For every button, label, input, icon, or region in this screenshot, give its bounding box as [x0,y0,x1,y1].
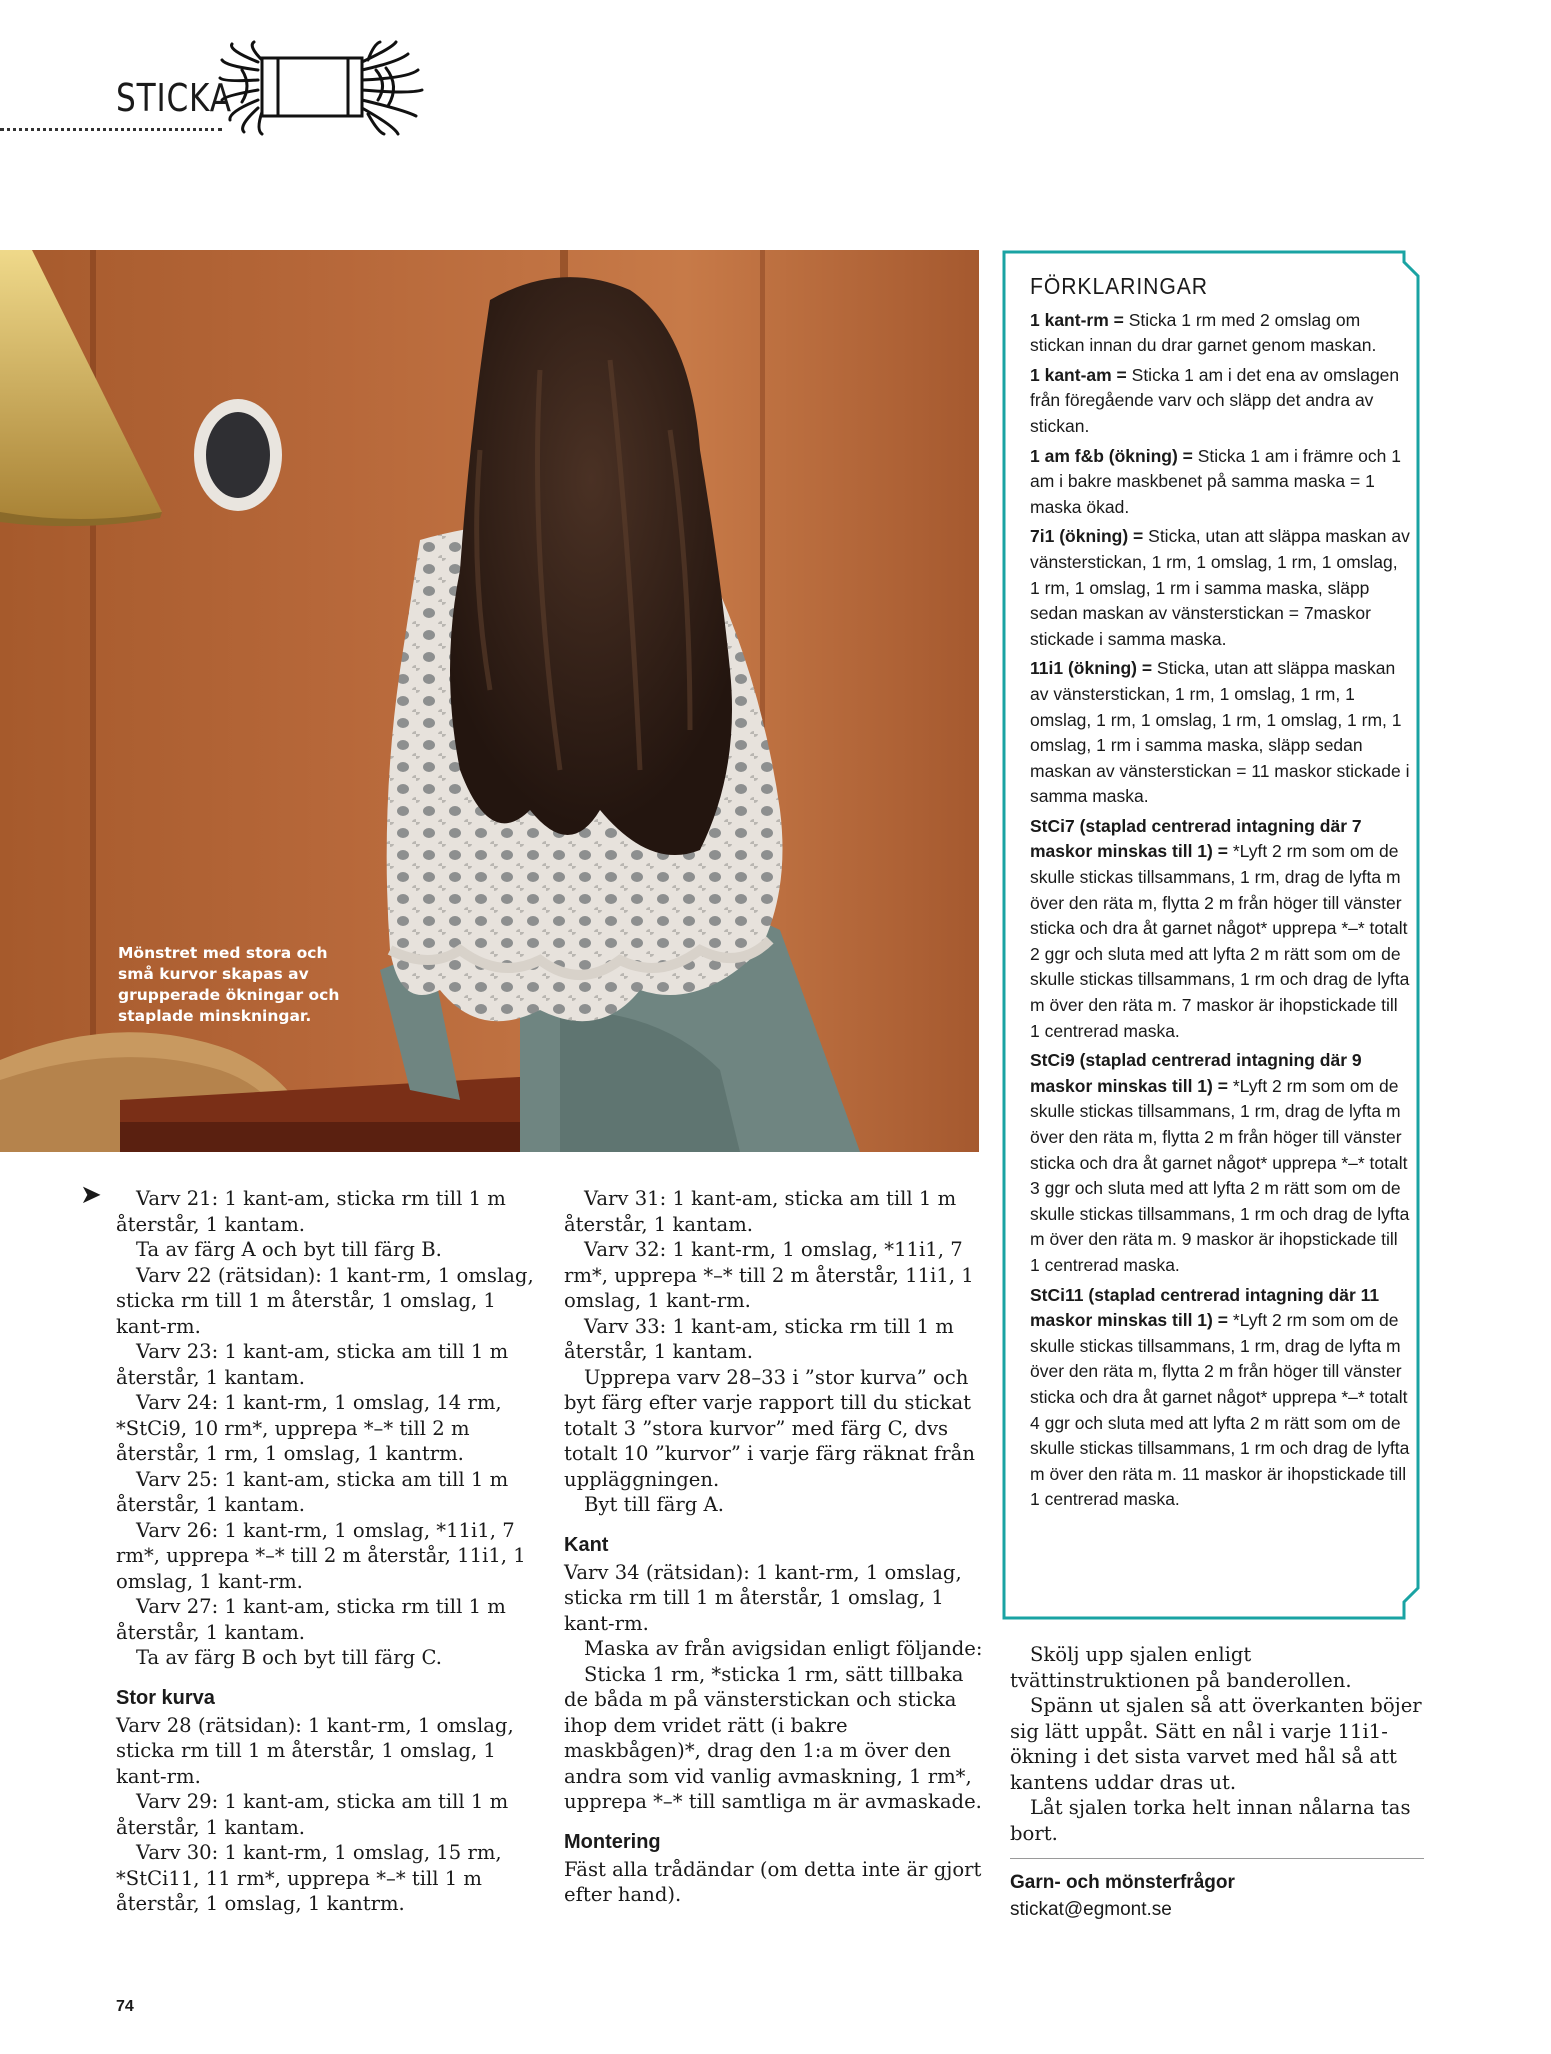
instruction: Fäst alla trådändar (om detta inte är gjort efter hand). [564,1857,982,1906]
instruction: Ta av färg B och byt till färg C. [136,1646,442,1669]
heading-stor-kurva: Stor kurva [116,1686,215,1709]
yarn-skein-icon [218,40,458,136]
instruction: Sticka 1 rm, *sticka 1 rm, sätt tillbaka de båda m på vänsterstickan och sticka ihop dem vridet rätt (i bakre maskbågen)*, drag den 1:a m över den andra som vid vanlig avmaskning, 1 rm*, upprepa *–* till samtliga m är avmaskade. [564,1662,982,1813]
page-number: 74 [116,1998,134,2015]
instruction: Varv 28 (rätsidan): 1 kant-rm, 1 omslag, sticka rm till 1 m återstår, 1 omslag, 1 kant-rm. [116,1713,514,1788]
def-item: 11i1 (ökning) = Sticka, utan att släppa maskan av vänsterstickan, 1 rm, 1 omslag, 1 rm, 1 omslag, 1 rm, 1 omslag, 1 rm, 1 omslag, 1 rm, 1 omslag, 1 rm i samma maska, släpp sedan maskan av vänsterstickan = 11 maskor stickade i samma maska. [1030,658,1410,807]
instruction: Varv 24: 1 kant-rm, 1 omslag, 14 rm, *StCi9, 10 rm*, upprepa *–* till 2 m återstår, 1 rm, 1 omslag, 1 kantrm. [116,1391,502,1465]
instruction: Maska av från avigsidan enligt följande: [584,1637,983,1660]
explanations-box [1030,274,1410,1517]
def-item: StCi7 (staplad centrerad intagning där 7 maskor minskas till 1) = *Lyft 2 rm som om de skulle stickas tillsammans, 1 rm, drag de lyfta m över den räta m, flytta 2 m från höger till vänster sticka och dra åt garnet något* upprepa *–* totalt 2 ggr och sluta med att lyfta 2 m rätt som om de skulle stickas tillsammans, 1 rm och drag de lyfta m över den räta m. 7 maskor är ihopstickade till 1 centrerad maska. [1030,815,1410,1041]
instruction: Varv 25: 1 kant-am, sticka am till 1 m återstår, 1 kantam. [116,1467,509,1516]
instruction: Varv 32: 1 kant-rm, 1 omslag, *11i1, 7 rm*, upprepa *–* till 2 m återstår, 11i1, 1 omslag, 1 kant-rm. [564,1238,974,1312]
instruction: Ta av färg A och byt till färg B. [136,1238,442,1261]
continue-arrow-icon: ➤ [80,1180,102,1210]
contact-block [1010,1869,1235,1923]
def-item: 7i1 (ökning) = Sticka, utan att släppa maskan av vänsterstickan, 1 rm, 1 omslag, 1 rm, 1 omslag, 1 rm, 1 omslag, 1 rm i samma maska, släpp sedan maskan av vänsterstickan = 7maskor stickade i samma maska. [1030,526,1410,649]
header-rule [0,128,222,131]
def-item: StCi9 (staplad centrerad intagning där 9 maskor minskas till 1) = *Lyft 2 rm som om de skulle stickas tillsammans, 1 rm, drag de lyfta m över den räta m, flytta 2 m från höger till vänster sticka och dra åt garnet något* upprepa *–* totalt 3 ggr och sluta med att lyfta 2 m rätt som om de skulle stickas tillsammans, 1 rm och drag de lyfta m över den räta m. 9 maskor är ihopstickade till 1 centrerad maska. [1030,1050,1410,1275]
instruction: Varv 29: 1 kant-am, sticka am till 1 m återstår, 1 kantam. [116,1790,509,1839]
instruction: Varv 34 (rätsidan): 1 kant-rm, 1 omslag, sticka rm till 1 m återstår, 1 omslag, 1 kant-rm. [564,1560,962,1635]
def-item: 1 am f&b (ökning) = Sticka 1 am i främre och 1 am i bakre maskbenet på samma maska = 1 maska ökad. [1030,445,1401,517]
def-item: 1 kant-am = Sticka 1 am i det ena av omslagen från föregående varv och släpp det andra av stickan. [1030,364,1400,436]
def-item: 1 kant-rm = Sticka 1 rm med 2 omslag om stickan innan du drar garnet genom maskan. [1030,309,1377,356]
photo-caption: Mönstret med stora och små kurvor skapas av grupperade ökningar och staplade minskningar. [118,944,340,1025]
instruction: Varv 33: 1 kant-am, sticka rm till 1 m återstår, 1 kantam. [564,1314,954,1363]
contact-email[interactable]: stickat@egmont.se [1010,1899,1172,1920]
heading-kant: Kant [564,1533,609,1556]
instruction: Skölj upp sjalen enligt tvättinstruktionen på banderollen. [1010,1643,1352,1692]
instruction: Varv 27: 1 kant-am, sticka rm till 1 m återstår, 1 kantam. [116,1595,506,1644]
instruction: Varv 21: 1 kant-am, sticka rm till 1 m återstår, 1 kantam. [116,1187,506,1236]
instruction: Varv 22 (rätsidan): 1 kant-rm, 1 omslag, sticka rm till 1 m återstår, 1 omslag, 1 kant-rm. [116,1263,534,1338]
instruction: Spänn ut sjalen så att överkanten böjer sig lätt uppåt. Sätt en nål i varje 11i1-ökning i det sista varvet med hål så att kantens uddar dras ut. [1010,1694,1422,1794]
column-3 [1010,1642,1430,1846]
divider [1010,1858,1424,1859]
box-title: FÖRKLARINGAR [1030,273,1209,299]
section-title: STICKA [116,76,232,120]
instruction: Upprepa varv 28–33 i ”stor kurva” och byt färg efter varje rapport till du stickat totalt 3 ”stora kurvor” med färg C, dvs totalt 10 ”kurvor” i varje färg räknat från uppläggningen. [564,1365,975,1491]
instruction: Byt till färg A. [584,1493,724,1516]
column-1 [116,1186,536,1917]
def-item: StCi11 (staplad centrerad intagning där 11 maskor minskas till 1) = *Lyft 2 rm som om de skulle stickas tillsammans, 1 rm, drag de lyfta m över den räta m, flytta 2 m från höger till vänster sticka och dra åt garnet något* upprepa *–* totalt 4 ggr och sluta med att lyfta 2 m rätt som om de skulle stickas tillsammans, 1 rm och drag de lyfta m över den räta m. 11 maskor är ihopstickade till 1 centrerad maska. [1030,1284,1410,1510]
heading-montering: Montering [564,1830,661,1853]
instruction: Varv 26: 1 kant-rm, 1 omslag, *11i1, 7 rm*, upprepa *–* till 2 m återstår, 11i1, 1 omslag, 1 kant-rm. [116,1518,526,1593]
instruction: Varv 23: 1 kant-am, sticka am till 1 m återstår, 1 kantam. [116,1340,509,1389]
instruction: Låt sjalen torka helt innan nålarna tas bort. [1010,1796,1411,1845]
contact-label: Garn- och mönsterfrågor [1010,1872,1235,1893]
column-2 [564,1186,984,1908]
instruction: Varv 30: 1 kant-rm, 1 omslag, 15 rm, *StCi11, 11 rm*, upprepa *–* till 1 m återstår, 1 omslag, 1 kantrm. [116,1841,502,1915]
instruction: Varv 31: 1 kant-am, sticka am till 1 m återstår, 1 kantam. [564,1187,957,1236]
